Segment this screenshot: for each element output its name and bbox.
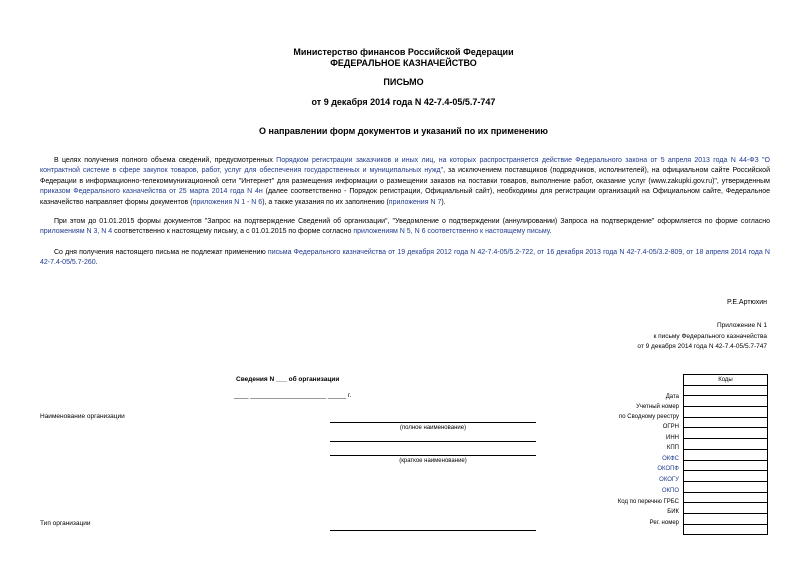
code-label-kpp: КПП [666, 445, 679, 451]
short-name-line[interactable] [330, 455, 536, 456]
codes-table [683, 374, 768, 535]
code-label-date: Дата [665, 394, 679, 400]
document-type: ПИСЬМО [383, 77, 424, 87]
code-cell-extra[interactable] [684, 524, 768, 535]
form-date-line: ____ _____________________ _____ г. [234, 392, 352, 399]
code-cell-okopf[interactable] [684, 460, 768, 471]
link-appendices-3-4[interactable]: приложениям N 3, N 4 [40, 228, 113, 236]
code-label-inn: ИНН [666, 435, 679, 441]
appendix-letter: к письму Федерального казначейства [653, 332, 767, 340]
treasury-name: ФЕДЕРАЛЬНОЕ КАЗНАЧЕЙСТВО [330, 58, 477, 68]
code-cell-bik[interactable] [684, 503, 768, 514]
code-label-okopf[interactable]: ОКОПФ [657, 466, 679, 472]
code-label-reg-number: Рег. номер [649, 520, 679, 526]
link-appendices-5-6[interactable]: приложениям N 5, N 6 соответственно к настоящему письму [353, 228, 550, 236]
p2-text-1: При этом до 01.01.2015 формы документов "Запрос на подтверждение Сведений об организации", "Уведомление о подтверждении (аннулировании) Запроса на подтверждение" оформляется по форме согласно [54, 218, 770, 225]
code-cell-kpp[interactable] [684, 439, 768, 450]
code-cell-okogu[interactable] [684, 471, 768, 482]
code-label-ogrn: ОГРН [662, 424, 679, 430]
link-appendices-1-6[interactable]: приложения N 1 - N 6 [192, 198, 263, 206]
p1-text-5: ). [441, 198, 446, 206]
document-date-number: от 9 декабря 2014 года N 42-7.4-05/5.7-747 [311, 97, 496, 107]
code-label-grbs: Код по перечню ГРБС [617, 499, 679, 505]
p1-text-3: (далее соответственно - Порядок регистрации, Официальный сайт), необходимы для регистрации организаций на Официальном сайте, Федеральное казначейство направляет формы документов ( [40, 188, 771, 206]
code-label-account-number: Учетный номер [636, 404, 679, 410]
code-cell-reg-number[interactable] [684, 513, 768, 524]
code-cell-grbs[interactable] [684, 492, 768, 503]
p2-text-3: . [549, 228, 552, 236]
appendix-date: от 9 декабря 2014 года N 42-7.4-05/5.7-747 [637, 343, 767, 350]
code-cell-account-number[interactable] [684, 396, 768, 407]
paragraph-2 [40, 217, 770, 238]
code-label-okpo[interactable]: ОКПО [661, 488, 679, 494]
link-cancelled-letters[interactable]: письма Федерального казначейства от 19 декабря 2012 года N 42-7.4-05/5.2-722, от 16 декабря 2013 года N 42-7.4-05/3.2-809, от 18 апреля 2014 года N 42-7.4-05/5.7-260 [40, 249, 770, 267]
code-label-okfs[interactable]: ОКФС [662, 456, 679, 462]
link-appendix-7[interactable]: приложения N 7 [388, 198, 442, 206]
signature: Р.Е.Артюхин [727, 299, 767, 306]
link-treasury-order[interactable]: приказом Федерального казначейства от 25 марта 2014 года N 4н [40, 188, 263, 196]
codes-header: Коды [684, 375, 768, 386]
paragraph-1 [40, 156, 770, 208]
code-cell-inn[interactable] [684, 428, 768, 439]
org-name-label: Наименование организации [40, 413, 125, 420]
paragraph-3 [40, 248, 770, 269]
appendix-reference [637, 321, 767, 353]
org-type-label: Тип организации [40, 520, 91, 527]
code-label-summary-registry: по Сводному реестру [619, 414, 679, 420]
code-cell-ogrn[interactable] [684, 417, 768, 428]
ministry-name: Министерство финансов Российской Федерации [293, 47, 514, 57]
document-subject: О направлении форм документов и указаний по их применению [259, 126, 548, 136]
p3-text-1: Со дня получения настоящего письма не подлежат применению [54, 249, 268, 256]
appendix-title: Приложение N 1 [716, 322, 767, 329]
full-name-line-1[interactable] [330, 422, 536, 423]
p1-text-2: , за исключением поставщиков (подрядчиков, исполнителей), на официальном сайте Российской Федерации в информационно-телекоммуникационной сети "Интернет" для размещения информации о размещении заказов на поставки товаров, выполнение работ, оказание услуг (www.zakupki.gov.ru)", утвержденным [40, 167, 770, 185]
form-title: Сведения N ___ об организации [236, 376, 340, 383]
code-label-okogu[interactable]: ОКОГУ [659, 477, 679, 483]
link-registration-procedure[interactable]: Порядком регистрации заказчиков и иных лиц, на которых распространяется действие Федерального закона от 5 апреля 2013 года N 44-ФЗ "О контрактной системе в сфере закупок товаров, работ, услуг для обеспечения государственных и муниципальных нужд" [40, 157, 770, 175]
code-label-bik: БИК [667, 509, 679, 515]
p3-text-2: . [95, 259, 98, 267]
org-type-line[interactable] [330, 530, 536, 531]
code-cell-okfs[interactable] [684, 449, 768, 460]
short-name-caption: (краткое наименование) [399, 458, 467, 464]
full-name-caption: (полное наименование) [399, 425, 467, 431]
p1-text-1: В целях получения полного объема сведений, предусмотренных [54, 157, 277, 164]
code-cell-date[interactable] [684, 385, 768, 396]
full-name-line-2[interactable] [330, 441, 536, 442]
p2-text-2: соответственно к настоящему письму, а с 01.01.2015 по форме согласно [112, 228, 354, 236]
code-cell-okpo[interactable] [684, 481, 768, 492]
p1-text-4: ), а также указания по их заполнению ( [262, 198, 389, 206]
code-cell-summary-registry[interactable] [684, 407, 768, 418]
